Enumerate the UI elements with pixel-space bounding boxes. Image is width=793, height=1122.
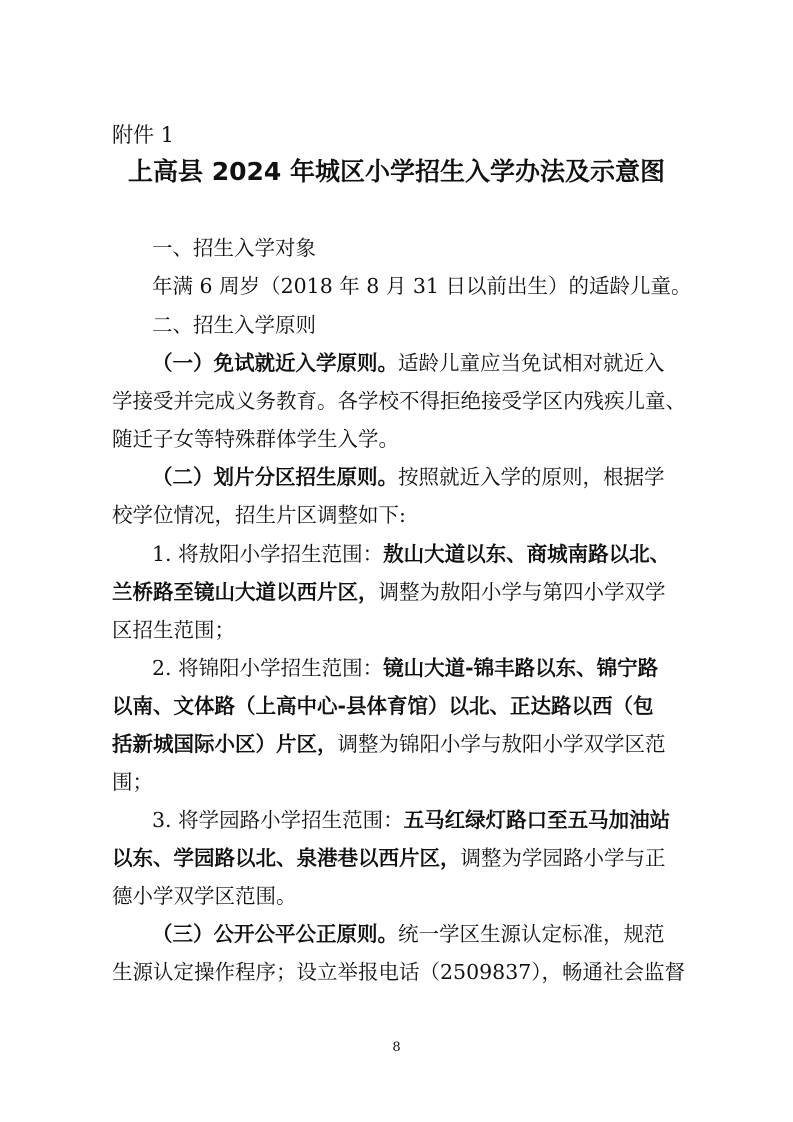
- page-title: 上高县 2024 年城区小学招生入学办法及示意图: [128, 157, 665, 186]
- item-1-line-1: [152, 540, 793, 568]
- item-3-rest: 调整为学园路小学与正: [460, 846, 666, 870]
- section1-text: 年满 6 周岁（2018 年 8 月 31 日以前出生）的适龄儿童。: [152, 274, 692, 298]
- section1-heading: 一、招生入学对象: [152, 236, 316, 260]
- item-2-bold-3: 括新城国际小区）片区，: [112, 732, 338, 756]
- paragraph-2-line-1: [152, 463, 793, 491]
- paragraph-3-line-1: [152, 920, 793, 948]
- item-2-line-1: [152, 654, 793, 682]
- section2-heading: 二、招生入学原则: [152, 313, 316, 337]
- item-1-bold-2: 兰桥路至镜山大道以西片区，: [112, 580, 379, 604]
- paragraph-1-line-2: 学接受并完成义务教育。各学校不得拒绝接受学区内残疾儿童、: [112, 389, 686, 413]
- item-3-bold-2: 以东、学园路以北、泉港巷以西片区，: [112, 846, 461, 870]
- paragraph-3-text: 统一学区生源认定标准，规范: [398, 922, 665, 946]
- item-2-line-2: [112, 692, 793, 720]
- paragraph-3-lead: （三）公开公平公正原则。: [152, 922, 398, 946]
- item-3-line-1: [152, 806, 793, 834]
- paragraph-1-lead: （一）免试就近入学原则。: [152, 351, 398, 375]
- item-3-lead: 3. 将学园路小学招生范围：: [152, 808, 404, 832]
- item-3-line-3: 德小学双学区范围。: [112, 884, 297, 908]
- paragraph-3-line-2: 生源认定操作程序；设立举报电话（2509837），畅通社会监督: [112, 960, 686, 984]
- paragraph-2-line-2: 校学位情况，招生片区调整如下:: [112, 503, 406, 527]
- item-2-bold-2: 以南、文体路（上高中心-县体育馆）以北、正达路以西（包: [112, 694, 654, 718]
- paragraph-1-text: 适龄儿童应当免试相对就近入: [398, 351, 665, 375]
- item-3-line-2: [112, 844, 793, 872]
- paragraph-2-text: 按照就近入学的原则，根据学: [398, 465, 665, 489]
- item-1-line-3: 区招生范围；: [112, 618, 235, 642]
- attachment-label: 附件 1: [112, 123, 175, 147]
- item-2-rest: 调整为锦阳小学与敖阳小学双学区范: [337, 732, 666, 756]
- item-1-line-2: [112, 578, 793, 606]
- paragraph-1-line-1: [152, 349, 793, 377]
- item-1-lead: 1. 将敖阳小学招生范围：: [152, 542, 384, 566]
- item-2-line-3: [112, 730, 793, 758]
- item-1-rest: 调整为敖阳小学与第四小学双学: [378, 580, 666, 604]
- paragraph-1-line-3: 随迁子女等特殊群体学生入学。: [112, 427, 399, 451]
- paragraph-2-lead: （二）划片分区招生原则。: [152, 465, 398, 489]
- item-3-bold-1: 五马红绿灯路口至五马加油站: [403, 808, 671, 832]
- item-2-line-4: 围；: [112, 770, 153, 794]
- item-1-bold-1: 敖山大道以东、商城南路以北、: [383, 542, 671, 566]
- item-2-bold-1: 镜山大道-锦丰路以东、锦宁路: [383, 656, 659, 680]
- item-2-lead: 2. 将锦阳小学招生范围：: [152, 656, 384, 680]
- page-number: 8: [392, 1040, 401, 1055]
